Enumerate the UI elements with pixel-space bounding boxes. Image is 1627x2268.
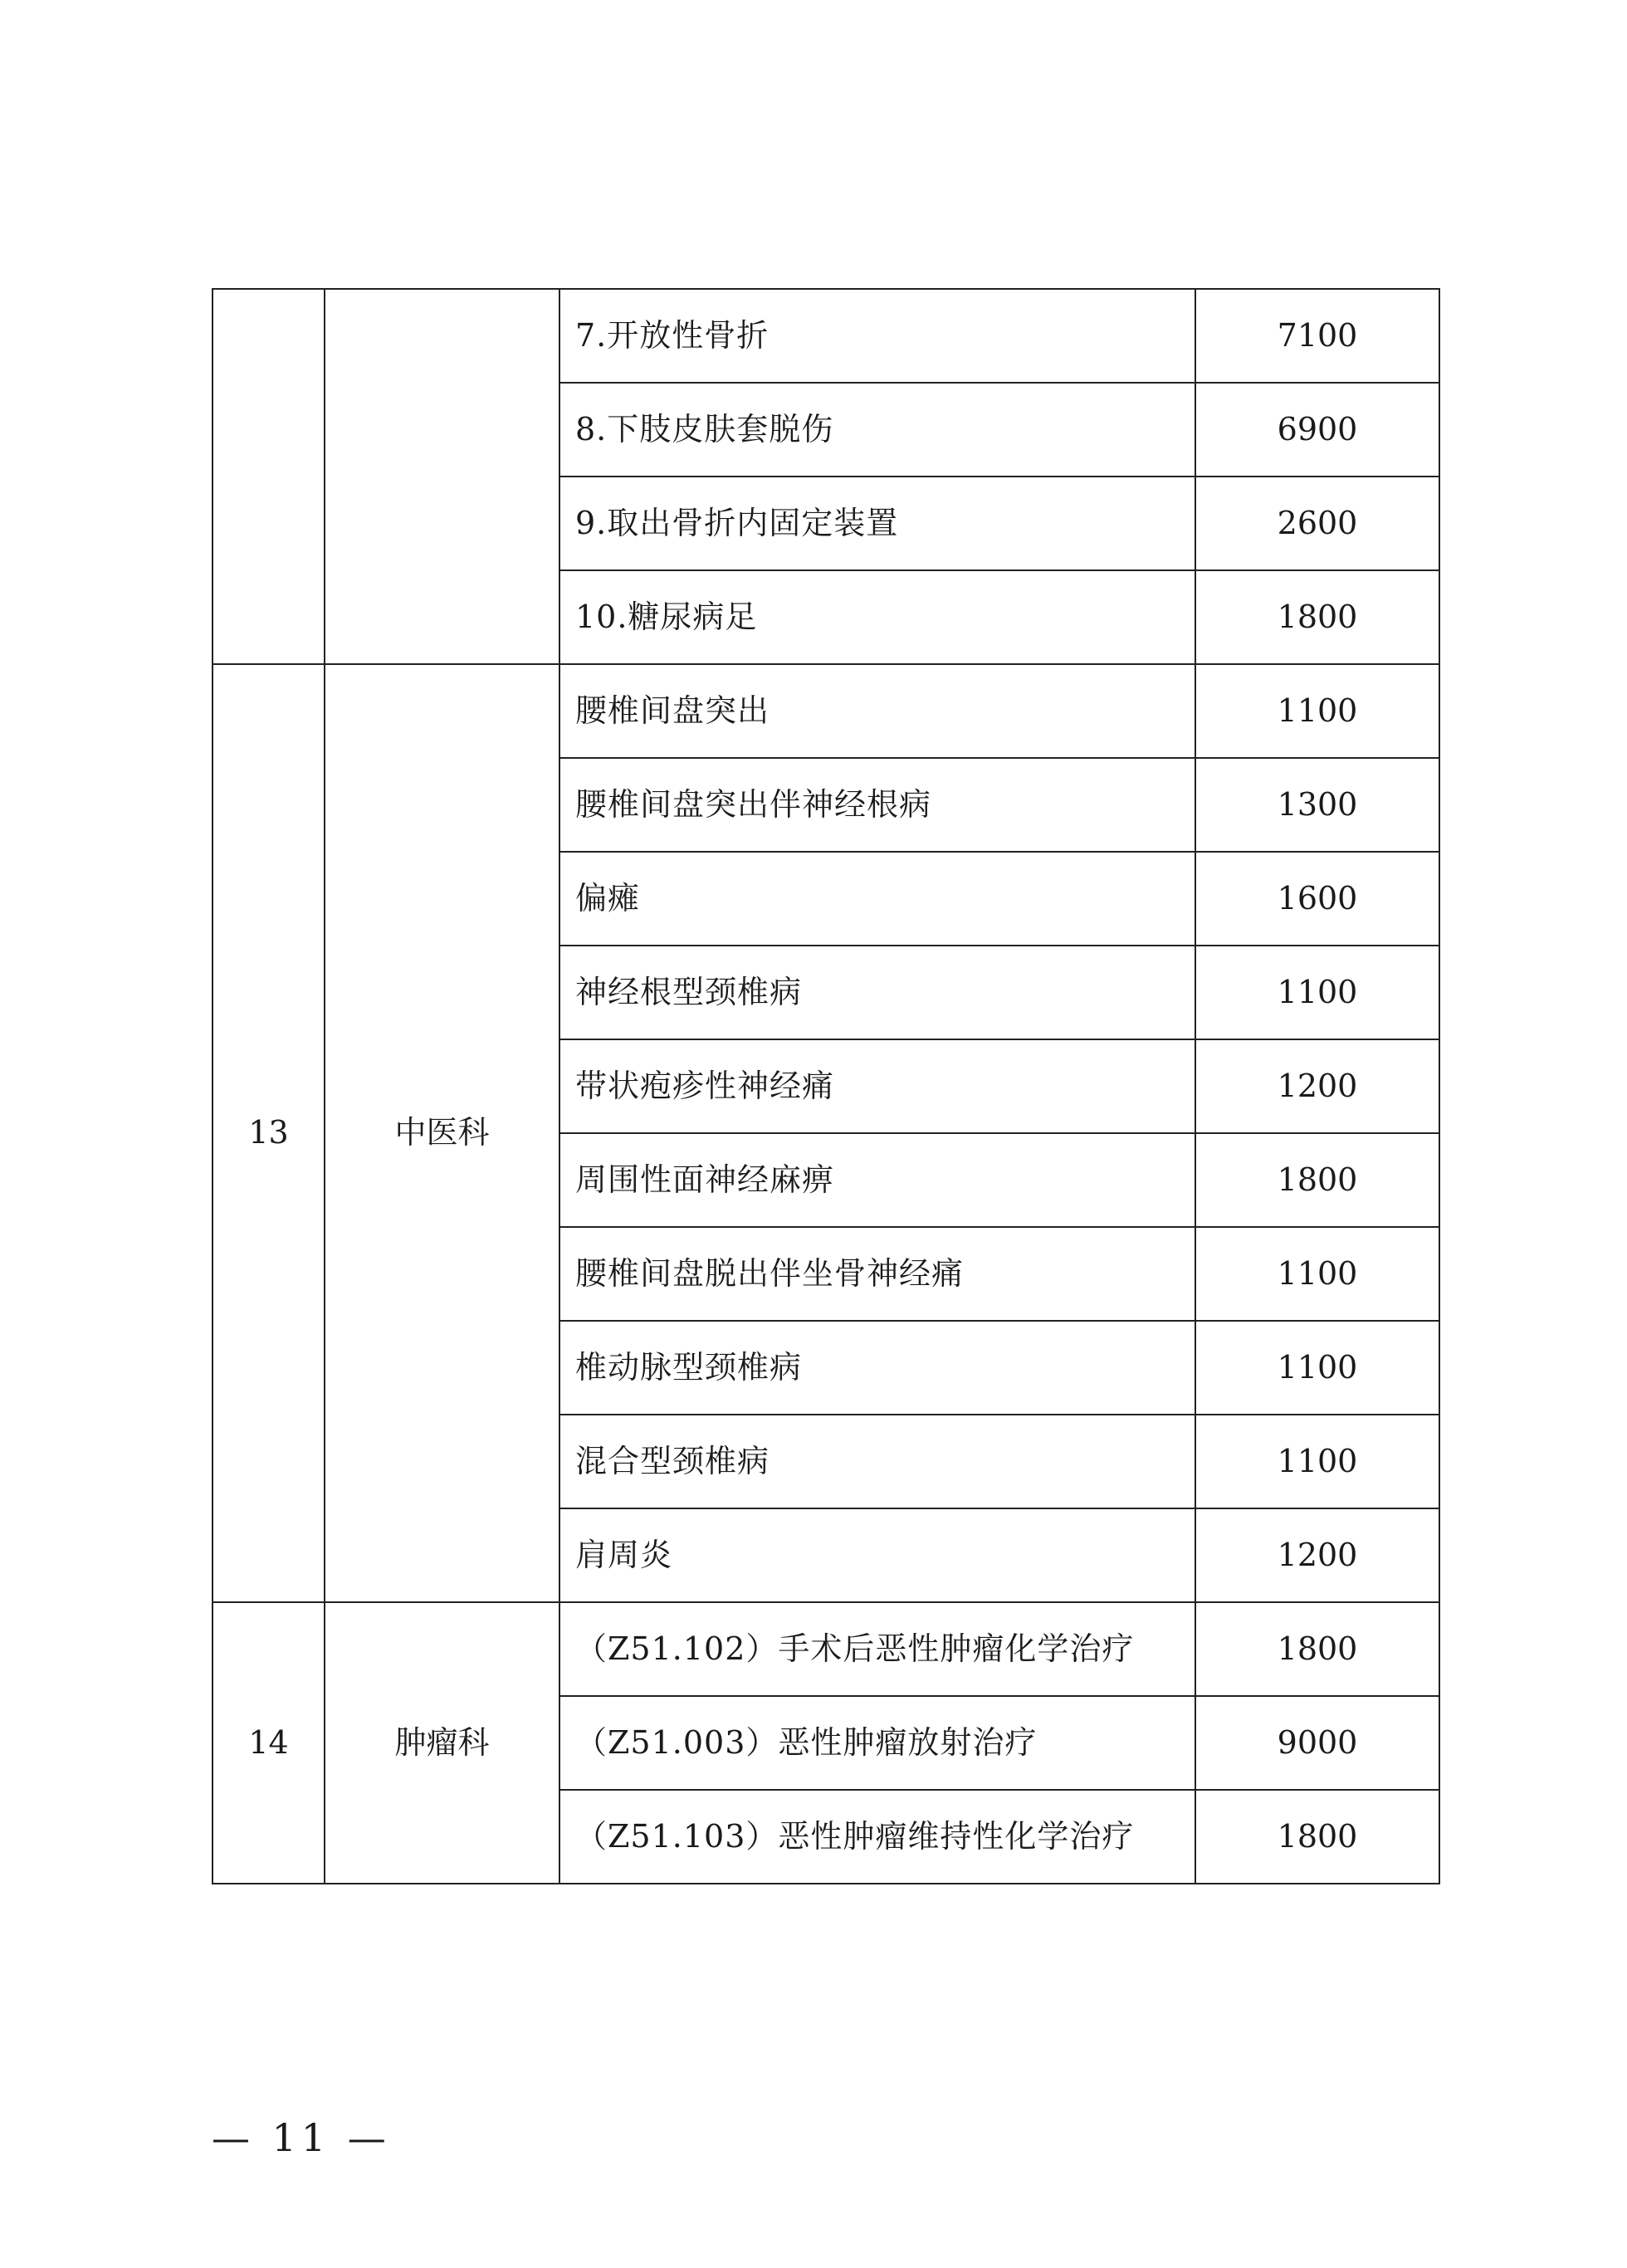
fee-cell: 7100 [1195, 289, 1439, 383]
department-cell [325, 289, 559, 664]
fee-cell: 2600 [1195, 477, 1439, 570]
disease-cell: 椎动脉型颈椎病 [559, 1321, 1195, 1415]
disease-cell: 偏瘫 [559, 852, 1195, 946]
disease-cell: 腰椎间盘脱出伴坐骨神经痛 [559, 1227, 1195, 1321]
fee-cell: 1100 [1195, 1415, 1439, 1508]
fee-cell: 1600 [1195, 852, 1439, 946]
table-row [213, 1602, 1439, 1696]
disease-cell: 7.开放性骨折 [559, 289, 1195, 383]
page-number: — 11 — [212, 2115, 391, 2160]
table-row [213, 289, 1439, 383]
disease-cell: 周围性面神经麻痹 [559, 1133, 1195, 1227]
disease-cell: （Z51.103）恶性肿瘤维持性化学治疗 [559, 1790, 1195, 1884]
department-cell: 中医科 [325, 664, 559, 1602]
disease-cell: 10.糖尿病足 [559, 570, 1195, 664]
disease-cell: 肩周炎 [559, 1508, 1195, 1602]
row-number-cell: 13 [213, 664, 325, 1602]
disease-cell: 腰椎间盘突出 [559, 664, 1195, 758]
fee-cell: 1100 [1195, 664, 1439, 758]
fee-table-body [213, 289, 1439, 1884]
disease-cell: 9.取出骨折内固定装置 [559, 477, 1195, 570]
table-row [213, 664, 1439, 758]
row-number-cell: 14 [213, 1602, 325, 1884]
fee-cell: 6900 [1195, 383, 1439, 477]
fee-cell: 1300 [1195, 758, 1439, 852]
disease-cell: （Z51.102）手术后恶性肿瘤化学治疗 [559, 1602, 1195, 1696]
fee-cell: 1100 [1195, 946, 1439, 1039]
disease-cell: 8.下肢皮肤套脱伤 [559, 383, 1195, 477]
fee-standard-table [212, 288, 1440, 1884]
fee-cell: 9000 [1195, 1696, 1439, 1790]
fee-cell: 1800 [1195, 1133, 1439, 1227]
disease-cell: 神经根型颈椎病 [559, 946, 1195, 1039]
row-number-cell [213, 289, 325, 664]
fee-cell: 1200 [1195, 1039, 1439, 1133]
fee-cell: 1200 [1195, 1508, 1439, 1602]
fee-cell: 1800 [1195, 1602, 1439, 1696]
disease-cell: 带状疱疹性神经痛 [559, 1039, 1195, 1133]
fee-cell: 1100 [1195, 1227, 1439, 1321]
disease-cell: 腰椎间盘突出伴神经根病 [559, 758, 1195, 852]
fee-cell: 1800 [1195, 1790, 1439, 1884]
fee-cell: 1800 [1195, 570, 1439, 664]
fee-cell: 1100 [1195, 1321, 1439, 1415]
department-cell: 肿瘤科 [325, 1602, 559, 1884]
disease-cell: 混合型颈椎病 [559, 1415, 1195, 1508]
disease-cell: （Z51.003）恶性肿瘤放射治疗 [559, 1696, 1195, 1790]
